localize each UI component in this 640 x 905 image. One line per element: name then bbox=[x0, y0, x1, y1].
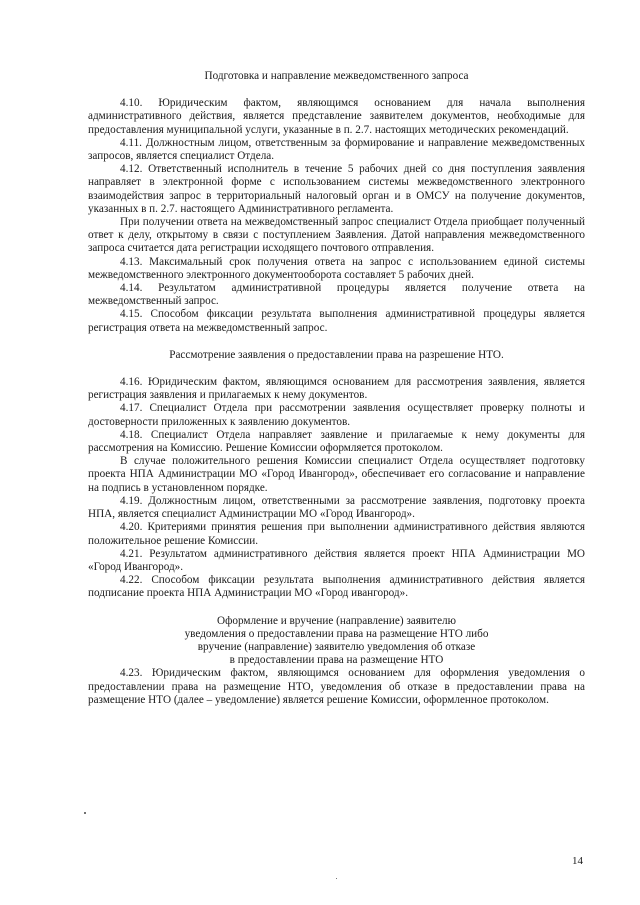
paragraph-4-19: 4.19. Должностным лицом, ответственными за рассмотрение заявления, подготовку проекта НПА, является специалист Администрации МО «Город Ивангород». bbox=[88, 494, 585, 521]
paragraph-4-23: 4.23. Юридическим фактом, являющимся основанием для оформления уведомления о предоставлении права на размещение НТО, уведомления об отказе в предоставлении права на размещение НТО (далее – уведомление) является решение Комиссии, оформленное протоколом. bbox=[88, 667, 585, 706]
paragraph-4-15: 4.15. Способом фиксации результата выполнения административной процедуры является регистрация ответа на межведомственный запрос. bbox=[88, 308, 585, 334]
paragraph-4-16: 4.16. Юридическим фактом, являющимся основанием для рассмотрения заявления, является регистрация заявления и прилагаемых к нему документов. bbox=[88, 376, 585, 402]
paragraph-4-10: 4.10. Юридическим фактом, являющимся основанием для начала выполнения административного действия, является представление заявителем документов, необходимые для предоставления муниципальной услуги, указанные в п. 2.7. настоящих методических рекомендаций. bbox=[88, 97, 585, 136]
paragraph-4-21: 4.21. Результатом административного действия является проект НПА Администрации МО «Город Ивангород». bbox=[88, 547, 585, 573]
section-heading-notification bbox=[88, 615, 585, 668]
paragraph-4-13: 4.13. Максимальный срок получения ответа на запрос с использованием единой системы межведомственного электронного документооборота составляет 5 рабочих дней. bbox=[88, 255, 585, 281]
section-heading-line: вручение (направление) заявителю уведомления об отказе bbox=[197, 640, 476, 653]
paragraph-4-18: 4.18. Специалист Отдела направляет заявление и прилагаемые к нему документы для рассмотрения на Комиссию. Решение Комиссии оформляется протоколом. bbox=[88, 428, 585, 455]
paragraph-4-22: 4.22. Способом фиксации результата выполнения административного действия является подписание проекта НПА Администрации МО «Город ивангород». bbox=[88, 574, 585, 600]
paragraph-response-receipt: При получении ответа на межведомственный запрос специалист Отдела приобщает полученный ответ к делу, открытому в связи с поступлением Заявления. Датой направления межведомственного запроса считается дата регистрации исходящего почтового отправления. bbox=[88, 216, 585, 255]
section-heading-application-review: Рассмотрение заявления о предоставлении права на разрешение НТО. bbox=[169, 348, 504, 361]
page-number: 14 bbox=[572, 855, 583, 867]
section-heading-line: в предоставлении права на размещение НТО bbox=[229, 654, 444, 667]
section-heading-line: Оформление и вручение (направление) заявителю bbox=[217, 614, 456, 627]
paragraph-positive-decision: В случае положительного решения Комиссии специалист Отдела осуществляет подготовку проекта НПА Администрации МО «Город Ивангород», обеспечивает его согласование и направление на подпись в установленном порядке. bbox=[88, 455, 585, 494]
scan-speck bbox=[84, 812, 86, 814]
paragraph-4-11: 4.11. Должностным лицом, ответственным за формирование и направление межведомственных запросов, является специалист Отдела. bbox=[88, 136, 585, 163]
scan-speck bbox=[336, 878, 337, 879]
paragraph-4-14: 4.14. Результатом административной процедуры является получение ответа на межведомственный запрос. bbox=[88, 282, 585, 308]
section-heading-interagency-request: Подготовка и направление межведомственного запроса bbox=[204, 70, 469, 82]
paragraph-4-12: 4.12. Ответственный исполнитель в течение 5 рабочих дней со дня поступления заявления направляет в электронной форме с использованием системы межведомственного электронного взаимодействия запрос в территориальный налоговый орган и в ОМСУ на получение документов, указанных в п. 2.7. настоящего Административного регламента. bbox=[88, 163, 585, 215]
document-page bbox=[88, 70, 585, 707]
section-heading-line: уведомления о предоставлении права на размещение НТО либо bbox=[184, 627, 489, 640]
paragraph-4-17: 4.17. Специалист Отдела при рассмотрении заявления осуществляет проверку полноты и достоверности приложенных к заявлению документов. bbox=[88, 402, 585, 428]
paragraph-4-20: 4.20. Критериями принятия решения при выполнении административного действия являются положительное решение Комиссии. bbox=[88, 521, 585, 547]
